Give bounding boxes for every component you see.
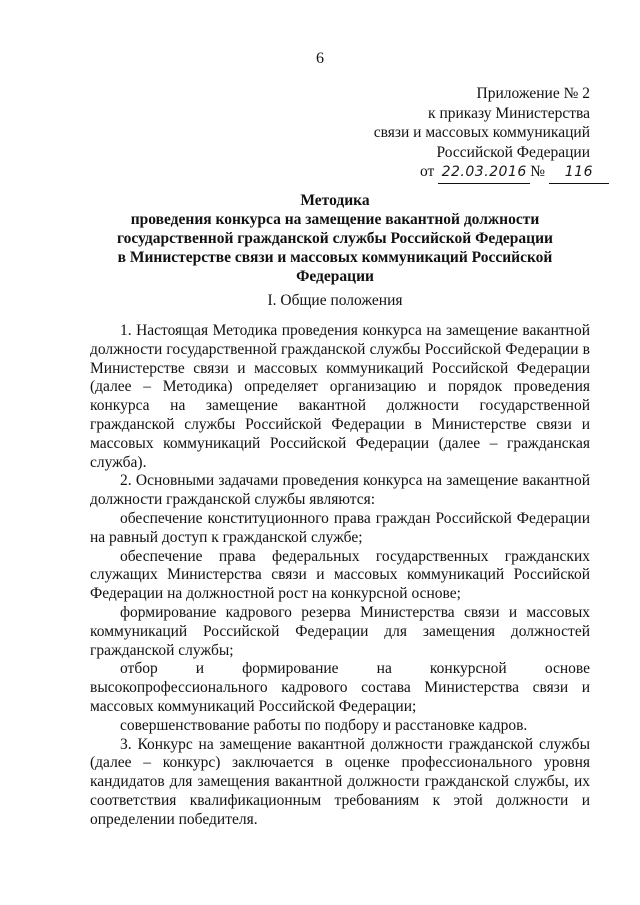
order-number-label: №: [530, 163, 545, 180]
title-line-2: проведения конкурса на замещение вакантной должности: [130, 211, 540, 228]
page-number: 6: [316, 50, 324, 67]
appendix-line-2: к приказу Министерства: [428, 104, 590, 122]
appendix-line-1: Приложение № 2: [476, 85, 590, 102]
paragraph-6: отбор и формирование на конкурсной основе высокопрофессионального кадрового состава Министерства связи и массовых коммуникаций Российской Федерации;: [90, 660, 590, 715]
paragraph-8: 3. Конкурс на замещение вакантной должности гражданской службы (далее – конкурс) заключается в оценке профессионального уровня кандидатов для замещения вакантной должности гражданской службы, их соответствия квалификационным требованиям к этой должности и определении победителя.: [90, 735, 590, 828]
order-date: 22.03.2016: [438, 163, 530, 184]
document-body: [90, 322, 590, 830]
paragraph-7: совершенствование работы по подбору и расстановке кадров.: [120, 716, 528, 734]
order-reference: [330, 162, 593, 184]
section-heading: I. Общие положения: [267, 292, 403, 309]
paragraph-1: 1. Настоящая Методика проведения конкурса на замещение вакантной должности государственной гражданской службы Российской Федерации в Министерстве связи и массовых коммуникаций Российской Федерации (далее – Методика) определяет организацию и порядок проведения конкурса на замещение вакантной должности государственной гражданской службы Российской Федерации в Министерстве связи и массовых коммуникаций Российской Федерации (далее – гражданская служба).: [90, 322, 590, 471]
appendix-block: [330, 84, 593, 184]
appendix-line-4: Российской Федерации: [436, 143, 590, 161]
title-line-5: Федерации: [296, 268, 374, 285]
paragraph-4: обеспечение права федеральных государственных гражданских служащих Министерства связи и массовых коммуникаций Российской Федерации на должностной рост на конкурсной основе;: [90, 547, 590, 603]
paragraph-5: формирование кадрового резерва Министерства связи и массовых коммуникаций Российской Федерации для замещения должностей гражданской службы;: [90, 603, 590, 659]
paragraph-3: обеспечение конституционного права граждан Российской Федерации на равный доступ к гражданской службе;: [90, 509, 590, 546]
title-line-1: Методика: [300, 192, 370, 209]
order-number: 116: [549, 163, 609, 184]
document-title: [90, 191, 580, 286]
title-line-3: государственной гражданской службы Российской Федерации: [117, 230, 553, 247]
paragraph-2: 2. Основными задачами проведения конкурса на замещение вакантной должности гражданской службы являются:: [90, 472, 590, 509]
order-prefix: от: [420, 163, 435, 180]
title-line-4: в Министерстве связи и массовых коммуникаций Российской: [117, 249, 553, 266]
appendix-line-3: связи и массовых коммуникаций: [373, 124, 590, 141]
